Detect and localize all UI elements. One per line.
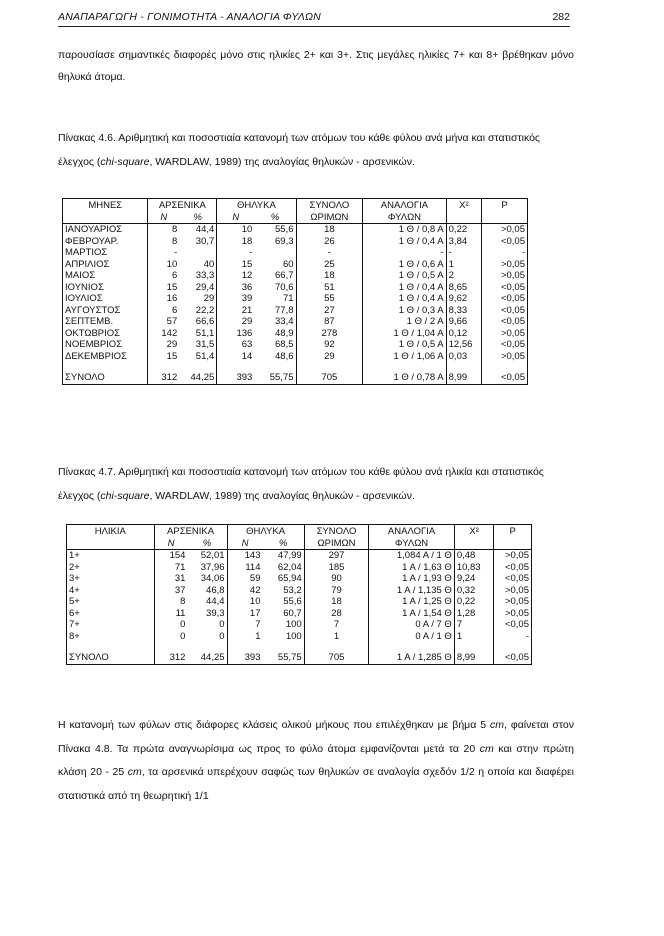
group-cell: ΝΟΕΜΒΡΙΟΣ — [63, 339, 148, 351]
subheader-pct: % — [254, 212, 296, 224]
table-row — [63, 282, 528, 294]
total-cell: 79 — [304, 585, 369, 597]
ratio-cell: 1 Α / 1,25 Θ — [369, 596, 454, 608]
table-row — [63, 328, 528, 340]
subheader-sexes: ΦΥΛΩΝ — [363, 212, 446, 224]
ratio-cell: 1 Α / 1,63 Θ — [369, 562, 454, 574]
males-pct-cell: 29 — [179, 293, 217, 305]
chi-square-cell: 2 — [446, 270, 481, 282]
ratio-cell: 0 Α / 1 Θ — [369, 631, 454, 643]
group-cell: ΙΟΥΛΙΟΣ — [63, 293, 148, 305]
total-cell: 7 — [304, 619, 369, 631]
males-n-cell: 57 — [166, 316, 178, 327]
females-pct-cell: 65,94 — [262, 573, 304, 585]
p-value-cell: >0,05 — [494, 608, 532, 620]
p-value-cell: >0,05 — [482, 351, 528, 363]
chi-square-cell: 9,66 — [446, 316, 481, 328]
total-cell: 297 — [304, 550, 369, 562]
caption-text: Πίνακας 4.6. Αριθμητική και ποσοστιαία κατανομή των ατόμων του κάθε φύλου ανά μήνα και στατιστικός έλεγχος ( — [58, 132, 540, 168]
table-row — [63, 305, 528, 317]
group-cell: 2+ — [67, 562, 155, 574]
header-females: ΘΗΛΥΚΑ — [227, 525, 304, 538]
females-n-cell: 10 — [241, 224, 253, 235]
group-cell: 4+ — [67, 585, 155, 597]
header-months: ΜΗΝΕΣ — [63, 199, 148, 212]
ratio-cell: 1 Θ / 1,06 Α — [363, 351, 446, 363]
males-pct-cell: 46,8 — [187, 585, 227, 597]
subheader-n: N — [232, 211, 240, 223]
subheader-empty — [494, 538, 532, 550]
total-cell: 92 — [296, 339, 363, 351]
table-4-7-caption — [58, 460, 574, 508]
females-n-cell: 18 — [241, 235, 253, 247]
males-n-cell: 8 — [180, 596, 186, 607]
header-chi-square: X² — [454, 525, 494, 538]
caption-text: , WARDLAW, 1989) της αναλογίας θηλυκών - αρσενικών. — [149, 490, 415, 502]
subheader-mature: ΩΡΙΜΩΝ — [304, 538, 369, 550]
table-row — [67, 562, 532, 574]
ratio-cell: 1 Θ / 0,4 Α — [363, 236, 446, 248]
females-pct-cell — [254, 362, 296, 372]
paragraph-text: , φαίνεται στον Πίνακα 4.8. Τα πρώτα αναγνωρίσιμα ως προς το φύλο άτομα εμφανίζονται μετά τα 20 — [58, 719, 574, 755]
females-n-cell: 21 — [241, 304, 253, 316]
total-cell: 87 — [296, 316, 363, 328]
females-n-cell: 393 — [244, 652, 261, 663]
males-pct-cell: 44,4 — [187, 596, 227, 608]
subheader-sexes: ΦΥΛΩΝ — [369, 538, 454, 550]
subheader-n: N — [160, 211, 168, 223]
subheader-n: N — [241, 537, 249, 549]
header-p: P — [494, 525, 532, 538]
chi-square-cell: 8,33 — [446, 305, 481, 317]
males-n-cell: 29 — [166, 339, 178, 350]
males-n-cell: 31 — [174, 573, 186, 584]
p-value-cell: - — [482, 247, 528, 259]
males-n-cell: 15 — [166, 350, 178, 362]
females-n-cell: 15 — [241, 258, 253, 270]
chi-square-cell: 8,99 — [454, 652, 494, 664]
males-pct-cell: 44,25 — [187, 652, 227, 664]
chi-square-cell: 0,22 — [454, 596, 494, 608]
group-cell: ΑΠΡΙΛΙΟΣ — [63, 259, 148, 271]
group-cell: ΙΟΥΝΙΟΣ — [63, 282, 148, 294]
caption-emphasis: chi-square — [100, 490, 150, 502]
females-n-cell: 36 — [241, 281, 253, 293]
intro-paragraph: παρουσίασε σημαντικές διαφορές μόνο στις ηλικίες 2+ και 3+. Στις μεγάλες ηλικίες 7+ και 8+ βρέθηκαν μόνο θηλυκά άτομα. — [58, 49, 574, 83]
ratio-cell: 1 Θ / 0,4 Α — [363, 282, 446, 294]
caption-text: Πίνακας 4.7. Αριθμητική και ποσοστιαία κατανομή των ατόμων του κάθε φύλου ανά ηλικία και στατιστικός έλεγχος ( — [58, 466, 544, 502]
table-row — [63, 270, 528, 282]
total-row — [63, 372, 528, 384]
ratio-cell: 0 Α / 7 Θ — [369, 619, 454, 631]
females-n-cell: 14 — [241, 350, 253, 362]
p-value-cell: >0,05 — [494, 550, 532, 562]
p-value-cell: >0,05 — [482, 328, 528, 340]
table-row — [63, 247, 528, 259]
females-pct-cell — [262, 642, 304, 652]
females-pct-cell: 70,6 — [254, 282, 296, 294]
p-value-cell: <0,05 — [482, 316, 528, 328]
header-males: ΑΡΣΕΝΙΚΑ — [154, 525, 227, 538]
group-cell: ΑΥΓΟΥΣΤΟΣ — [63, 305, 148, 317]
females-n-cell: 393 — [236, 372, 253, 383]
group-cell: ΣΥΝΟΛΟ — [67, 652, 155, 664]
table-row — [63, 351, 528, 363]
total-row — [67, 652, 532, 664]
group-cell: ΔΕΚΕΜΒΡΙΟΣ — [63, 351, 148, 363]
males-pct-cell: 37,96 — [187, 562, 227, 574]
chi-square-cell: 0,48 — [454, 550, 494, 562]
p-value-cell: <0,05 — [482, 305, 528, 317]
chi-square-cell: 8,65 — [446, 282, 481, 294]
chi-square-cell — [454, 642, 494, 652]
group-cell: 3+ — [67, 573, 155, 585]
females-pct-cell: 68,5 — [254, 339, 296, 351]
ratio-cell: 1 Α / 1,135 Θ — [369, 585, 454, 597]
males-n-cell: 8 — [171, 224, 178, 235]
chi-square-cell: 12,56 — [446, 339, 481, 351]
chi-square-cell: 0,03 — [446, 351, 481, 363]
females-n-cell: 7 — [255, 619, 261, 630]
males-pct-cell: 51,1 — [179, 328, 217, 340]
males-pct-cell: 29,4 — [179, 282, 217, 294]
p-value-cell — [482, 362, 528, 372]
males-n-cell: 312 — [169, 652, 186, 663]
subheader-empty — [446, 212, 481, 224]
total-cell: 18 — [296, 224, 363, 236]
chi-square-cell: 8,99 — [446, 372, 481, 384]
ratio-cell: - — [363, 247, 446, 259]
females-pct-cell: 100 — [262, 631, 304, 643]
total-cell: 18 — [304, 596, 369, 608]
ratio-cell: 1 Θ / 0,6 Α — [363, 259, 446, 271]
total-cell: 55 — [296, 293, 363, 305]
table-row — [67, 550, 532, 562]
males-pct-cell: 34,06 — [187, 573, 227, 585]
females-pct-cell: 60,7 — [262, 608, 304, 620]
table-subheader-row — [63, 212, 528, 224]
males-pct-cell — [187, 642, 227, 652]
males-pct-cell: 39,3 — [187, 608, 227, 620]
table-row — [67, 608, 532, 620]
total-cell: 18 — [296, 270, 363, 282]
males-pct-cell: 0 — [187, 631, 227, 643]
males-n-cell: 6 — [171, 270, 178, 281]
females-pct-cell: 53,2 — [262, 585, 304, 597]
p-value-cell: - — [494, 631, 532, 643]
header-males: ΑΡΣΕΝΙΚΑ — [148, 199, 217, 212]
ratio-cell: 1 Α / 1,54 Θ — [369, 608, 454, 620]
chi-square-cell: 10,83 — [454, 562, 494, 574]
p-value-cell: <0,05 — [482, 236, 528, 248]
table-header-row — [63, 199, 528, 212]
females-pct-cell: 55,75 — [262, 652, 304, 664]
males-n-cell: 16 — [166, 293, 178, 304]
table-row — [67, 619, 532, 631]
total-cell: 51 — [296, 282, 363, 294]
table-subheader-row — [67, 538, 532, 550]
p-value-cell: <0,05 — [494, 619, 532, 631]
ratio-cell: 1 Α / 1,93 Θ — [369, 573, 454, 585]
page-number: 282 — [552, 11, 570, 23]
p-value-cell: <0,05 — [494, 562, 532, 574]
table-row — [67, 631, 532, 643]
group-cell: 5+ — [67, 596, 155, 608]
group-cell: ΙΑΝΟΥΑΡΙΟΣ — [63, 224, 148, 236]
total-cell: 25 — [296, 259, 363, 271]
total-cell: 705 — [304, 652, 369, 664]
females-n-cell: 29 — [241, 316, 253, 327]
ratio-cell: 1 Θ / 1,04 Α — [363, 328, 446, 340]
total-cell: 278 — [296, 328, 363, 340]
females-pct-cell: 55,6 — [262, 596, 304, 608]
p-value-cell: <0,05 — [494, 652, 532, 664]
subheader-pct: % — [262, 538, 304, 550]
males-n-cell: 37 — [174, 584, 186, 596]
table-row — [63, 339, 528, 351]
subheader-n: N — [167, 537, 175, 549]
females-n-cell: 59 — [249, 573, 261, 584]
p-value-cell: >0,05 — [482, 224, 528, 236]
table-4-6 — [62, 198, 528, 385]
females-pct-cell: 55,6 — [254, 224, 296, 236]
paragraph-text: και στην πρώτη κλάση 20 - 25 — [58, 742, 574, 778]
males-pct-cell: 66,6 — [179, 316, 217, 328]
total-cell: 27 — [296, 305, 363, 317]
p-value-cell: <0,05 — [482, 372, 528, 384]
p-value-cell: <0,05 — [494, 573, 532, 585]
spacer-row — [67, 642, 532, 652]
ratio-cell: 1 Θ / 0,78 Α — [363, 372, 446, 384]
chi-square-cell: 0,32 — [454, 585, 494, 597]
males-n-cell: 0 — [180, 619, 186, 630]
subheader-empty — [63, 212, 148, 224]
header-ratio: ΑΝΑΛΟΓΙΑ — [369, 525, 454, 538]
females-pct-cell — [254, 247, 296, 259]
females-pct-cell: 100 — [262, 619, 304, 631]
total-cell: 1 — [304, 631, 369, 643]
p-value-cell: >0,05 — [482, 259, 528, 271]
page-header — [58, 8, 570, 27]
group-cell: ΣΥΝΟΛΟ — [63, 372, 148, 384]
header-ratio: ΑΝΑΛΟΓΙΑ — [363, 199, 446, 212]
males-pct-cell: 40 — [179, 259, 217, 271]
females-n-cell: 39 — [241, 293, 253, 304]
p-value-cell: >0,05 — [494, 585, 532, 597]
males-n-cell: 6 — [171, 304, 178, 316]
females-pct-cell: 62,04 — [262, 562, 304, 574]
males-n-cell: 11 — [175, 607, 186, 619]
unit-cm: cm — [127, 766, 142, 778]
group-cell: 8+ — [67, 631, 155, 643]
females-pct-cell: 48,9 — [254, 328, 296, 340]
females-n-cell: 10 — [249, 596, 261, 607]
p-value-cell: >0,05 — [494, 596, 532, 608]
females-n-cell: 1 — [255, 630, 261, 642]
header-total: ΣΥΝΟΛΟ — [296, 199, 363, 212]
males-n-cell: 154 — [169, 550, 186, 561]
males-pct-cell: 31,5 — [179, 339, 217, 351]
males-n-cell: 71 — [174, 561, 186, 573]
males-n-cell: 142 — [161, 327, 178, 339]
total-cell — [296, 362, 363, 372]
paragraph-text: , τα αρσενικά υπερέχουν σαφώς των θηλυκών σε αναλογία σχεδόν 1/2 η οποία και διαφέρει στατιστικά από τη θεωρητική 1/1 — [58, 766, 575, 802]
table-row — [67, 596, 532, 608]
females-n-cell: 17 — [249, 607, 261, 619]
group-cell — [63, 362, 148, 372]
females-pct-cell: 71 — [254, 293, 296, 305]
females-n-cell — [217, 362, 255, 372]
females-n-cell: 12 — [241, 270, 253, 281]
subheader-mature: ΩΡΙΜΩΝ — [296, 212, 363, 224]
males-n-cell — [148, 362, 179, 372]
table-header-row — [67, 525, 532, 538]
chi-square-cell: 3,84 — [446, 236, 481, 248]
subheader-pct: % — [179, 212, 217, 224]
total-cell — [304, 642, 369, 652]
males-pct-cell — [179, 362, 217, 372]
females-n-cell: 143 — [244, 550, 261, 561]
ratio-cell: 1 Θ / 2 Α — [363, 316, 446, 328]
group-cell: ΜΑΡΤΙΟΣ — [63, 247, 148, 259]
females-pct-cell: 47,99 — [262, 550, 304, 562]
ratio-cell: 1,084 Α / 1 Θ — [369, 550, 454, 562]
males-n-cell: 15 — [166, 281, 178, 293]
total-cell: 90 — [304, 573, 369, 585]
subheader-pct: % — [187, 538, 227, 550]
unit-cm: cm — [479, 742, 494, 755]
body-paragraph — [58, 714, 574, 808]
subheader-empty — [482, 212, 528, 224]
chi-square-cell: 0,22 — [446, 224, 481, 236]
total-cell: 705 — [296, 372, 363, 384]
females-pct-cell: 77,8 — [254, 305, 296, 317]
group-cell: ΣΕΠΤΕΜΒ. — [63, 316, 148, 328]
males-pct-cell: 44,4 — [179, 224, 217, 236]
total-cell: 185 — [304, 562, 369, 574]
table-row — [63, 236, 528, 248]
females-pct-cell: 55,75 — [254, 372, 296, 384]
ratio-cell: 1 Θ / 0,8 Α — [363, 224, 446, 236]
p-value-cell: <0,05 — [482, 339, 528, 351]
females-pct-cell: 60 — [254, 259, 296, 271]
males-n-cell: 10 — [166, 258, 178, 270]
header-age: ΗΛΙΚΙΑ — [67, 525, 155, 538]
chi-square-cell: 9,24 — [454, 573, 494, 585]
females-pct-cell: 33,4 — [254, 316, 296, 328]
ratio-cell: 1 Θ / 0,3 Α — [363, 305, 446, 317]
total-cell: 26 — [296, 236, 363, 248]
group-cell: 1+ — [67, 550, 155, 562]
table-row — [67, 585, 532, 597]
males-pct-cell: 22,2 — [179, 305, 217, 317]
table-row — [63, 259, 528, 271]
ratio-cell — [363, 362, 446, 372]
males-n-cell: 312 — [161, 372, 178, 383]
paragraph-text: Η κατανομή των φύλων στις διάφορες κλάσεις ολικού μήκους που επιλέχθηκαν με βήμα 5 — [58, 719, 491, 731]
table-4-7 — [66, 524, 532, 665]
females-n-cell: 136 — [236, 327, 253, 339]
p-value-cell: >0,05 — [482, 270, 528, 282]
header-chi-square: X² — [446, 199, 481, 212]
females-n-cell: 114 — [245, 561, 261, 573]
females-pct-cell: 69,3 — [254, 236, 296, 248]
females-pct-cell: 48,6 — [254, 351, 296, 363]
group-cell: 7+ — [67, 619, 155, 631]
subheader-empty — [67, 538, 155, 550]
running-title: ΑΝΑΠΑΡΑΓΩΓΗ - ΓΟΝΙΜΟΤΗΤΑ - ΑΝΑΛΟΓΙΑ ΦΥΛΩΝ — [58, 11, 321, 23]
females-n-cell: 42 — [249, 584, 261, 596]
females-n-cell: 63 — [241, 339, 253, 350]
males-pct-cell: 0 — [187, 619, 227, 631]
table-row — [63, 224, 528, 236]
males-n-cell: 8 — [171, 235, 178, 247]
males-n-cell: - — [174, 247, 178, 258]
ratio-cell: 1 Θ / 0,5 Α — [363, 339, 446, 351]
ratio-cell — [369, 642, 454, 652]
group-cell: ΜΑΙΟΣ — [63, 270, 148, 282]
p-value-cell: <0,05 — [482, 293, 528, 305]
table-row — [63, 316, 528, 328]
table-4-6-caption — [58, 126, 574, 174]
chi-square-cell: 7 — [454, 619, 494, 631]
p-value-cell — [494, 642, 532, 652]
header-females: ΘΗΛΥΚΑ — [217, 199, 296, 212]
chi-square-cell: 1,28 — [454, 608, 494, 620]
chi-square-cell: 1 — [446, 259, 481, 271]
chi-square-cell: 1 — [454, 631, 494, 643]
table-row — [67, 573, 532, 585]
header-total: ΣΥΝΟΛΟ — [304, 525, 369, 538]
males-n-cell — [154, 642, 187, 652]
ratio-cell: 1 Α / 1,285 Θ — [369, 652, 454, 664]
p-value-cell: <0,05 — [482, 282, 528, 294]
group-cell — [67, 642, 155, 652]
caption-text: , WARDLAW, 1989) της αναλογίας θηλυκών - αρσενικών. — [149, 156, 415, 168]
spacer-row — [63, 362, 528, 372]
unit-cm: cm — [490, 719, 505, 731]
chi-square-cell — [446, 362, 481, 372]
males-pct-cell: 44,25 — [179, 372, 217, 384]
males-n-cell: 0 — [180, 630, 186, 642]
total-cell: 28 — [304, 608, 369, 620]
chi-square-cell: 0,12 — [446, 328, 481, 340]
males-pct-cell: 30,7 — [179, 236, 217, 248]
males-pct-cell — [179, 247, 217, 259]
females-n-cell — [227, 642, 262, 652]
chi-square-cell: - — [446, 247, 481, 259]
total-cell: - — [296, 247, 363, 259]
females-pct-cell: 66,7 — [254, 270, 296, 282]
caption-emphasis: chi-square — [100, 156, 150, 168]
males-pct-cell: 33,3 — [179, 270, 217, 282]
group-cell: 6+ — [67, 608, 155, 620]
chi-square-cell: 9,62 — [446, 293, 481, 305]
group-cell: ΟΚΤΩΒΡΙΟΣ — [63, 328, 148, 340]
total-cell: 29 — [296, 351, 363, 363]
females-n-cell: - — [249, 247, 253, 258]
header-p: P — [482, 199, 528, 212]
subheader-empty — [454, 538, 494, 550]
males-pct-cell: 52,01 — [187, 550, 227, 562]
table-row — [63, 293, 528, 305]
ratio-cell: 1 Θ / 0,4 Α — [363, 293, 446, 305]
males-pct-cell: 51,4 — [179, 351, 217, 363]
group-cell: ΦΕΒΡΟΥΑΡ. — [63, 236, 148, 248]
ratio-cell: 1 Θ / 0,5 Α — [363, 270, 446, 282]
